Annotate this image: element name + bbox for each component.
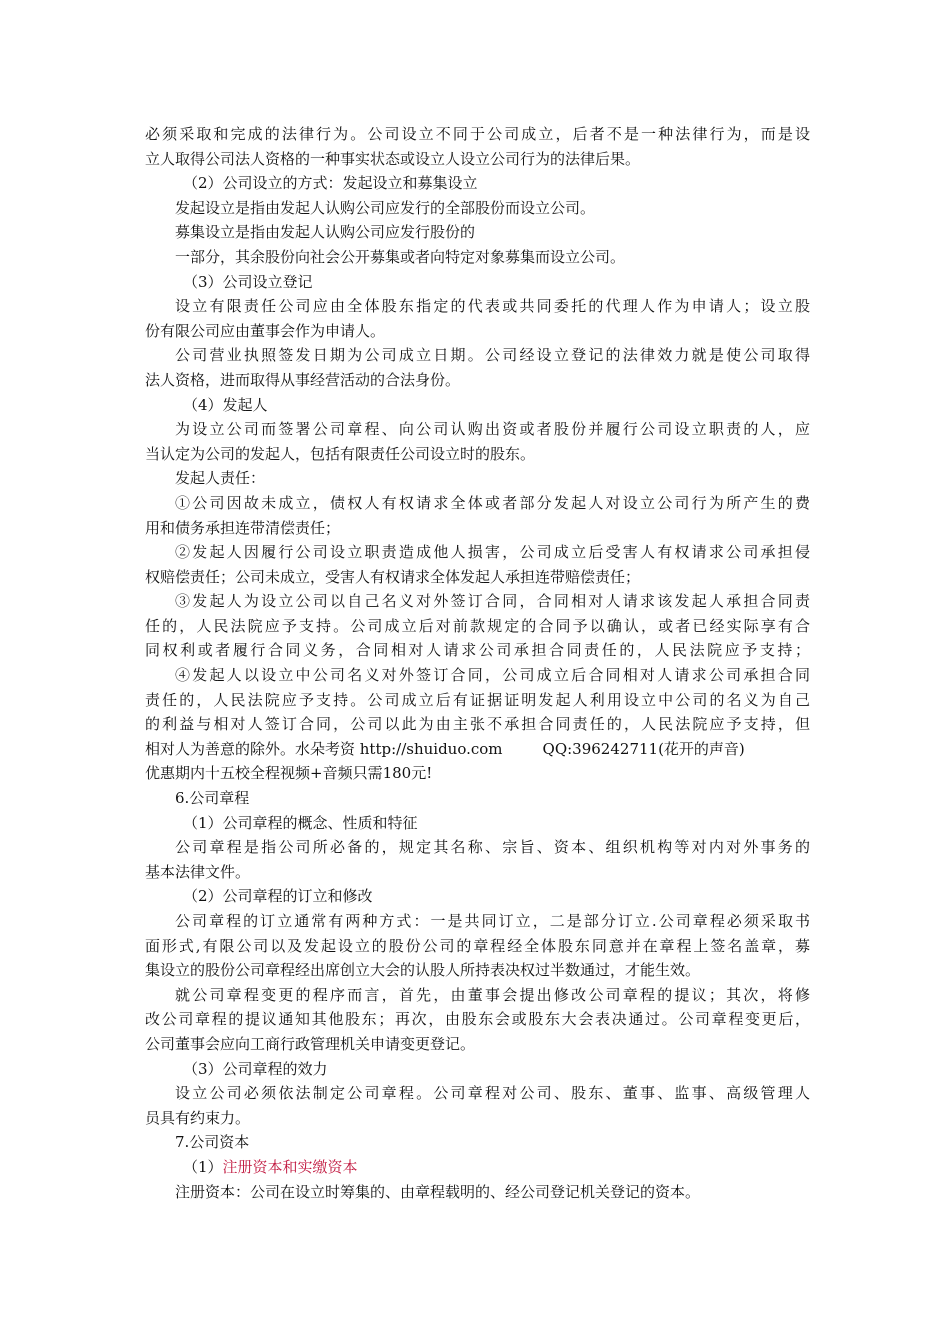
section-heading: 6.公司章程 [175,789,250,808]
subheading: （4）发起人 [183,395,268,414]
paragraph-line: 权赔偿责任；公司未成立，受害人有权请求全体发起人承担连带赔偿责任； [145,567,641,586]
paragraph-line: 为设立公司而签署公司章程、向公司认购出资或者股份并履行公司设立职责的人，应 [175,420,810,439]
subheading [145,1155,810,1180]
subheading: （2）公司章程的订立和修改 [183,887,373,906]
paragraph-line: 改公司章程的提议通知其他股东；再次，由股东会或股东大会表决通过。公司章程变更后， [145,1010,810,1029]
paragraph-line: 面形式,有限公司以及发起设立的股份公司的章程经全体股东同意并在章程上签名盖章，募 [145,936,810,955]
subheading: （2）公司设立的方式：发起设立和募集设立 [183,174,478,193]
section-heading: 7.公司资本 [175,1133,250,1152]
paragraph-line: 员具有约束力。 [145,1108,251,1127]
promo-line: 优惠期内十五校全程视频+音频只需180元! [145,764,433,783]
paragraph-line: 集设立的股份公司章程经出席创立大会的认股人所持表决权过半数通过，才能生效。 [145,961,701,980]
document-body [145,122,810,1204]
subheading: （3）公司设立登记 [183,272,313,291]
paragraph-line: 一部分，其余股份向社会公开募集或者向特定对象募集而设立公司。 [175,247,626,266]
highlighted-subheading: 注册资本和实缴资本 [222,1157,358,1176]
promo-site-text: 相对人为善意的除外。水朵考资 http://shuiduo.com [145,739,503,758]
promo-qq-text: QQ:396242711(花开的声音) [542,739,745,758]
subheading: （3）公司章程的效力 [183,1059,328,1078]
paragraph-line: 公司章程的订立通常有两种方式：一是共同订立，二是部分订立.公司章程必须采取书 [175,912,810,930]
subheading-number: （1） [183,1157,223,1176]
paragraph-line: 责任的，人民法院应予支持。公司成立后有证据证明发起人利用设立中公司的名义为自己 [145,690,810,709]
paragraph-line: 必须采取和完成的法律行为。公司设立不同于公司成立，后者不是一种法律行为，而是设 [145,125,810,143]
paragraph-line: 注册资本：公司在设立时筹集的、由章程载明的、经公司登记机关登记的资本。 [175,1182,701,1201]
paragraph-line: ④发起人以设立中公司名义对外签订合同，公司成立后合同相对人请求公司承担合同 [175,666,810,685]
paragraph-line: 份有限公司应由董事会作为申请人。 [145,321,386,340]
paragraph-line: ①公司因故未成立，债权人有权请求全体或者部分发起人对设立公司行为所产生的费 [175,493,810,512]
paragraph-line: 公司营业执照签发日期为公司成立日期。公司经设立登记的法律效力就是使公司取得 [175,346,810,365]
paragraph-line: 公司董事会应向工商行政管理机关申请变更登记。 [145,1034,476,1053]
paragraph-line: 就公司章程变更的程序而言，首先，由董事会提出修改公司章程的提议；其次，将修 [175,985,810,1004]
paragraph-line: ②发起人因履行公司设立职责造成他人损害，公司成立后受害人有权请求公司承担侵 [175,543,810,562]
paragraph-line [145,737,810,762]
paragraph-line: 发起设立是指由发起人认购公司应发行的全部股份而设立公司。 [175,198,596,217]
paragraph-line: 用和债务承担连带清偿责任； [145,518,341,537]
paragraph-line: 的利益与相对人签订合同，公司以此为由主张不承担合同责任的，人民法院应予支持，但 [145,715,810,734]
paragraph-line: 立人取得公司法人资格的一种事实状态或设立人设立公司行为的法律后果。 [145,149,641,168]
paragraph-line: ③发起人为设立公司以自己名义对外签订合同，合同相对人请求该发起人承担合同责 [175,592,810,611]
paragraph-line: 募集设立是指由发起人认购公司应发行股份的 [175,223,476,242]
paragraph-line: 任的，人民法院应予支持。公司成立后对前款规定的合同予以确认，或者已经实际享有合 [145,616,810,635]
paragraph-line: 设立公司必须依法制定公司章程。公司章程对公司、股东、董事、监事、高级管理人 [175,1084,810,1103]
paragraph-line: 发起人责任： [175,469,266,488]
subheading: （1）公司章程的概念、性质和特征 [183,813,418,832]
paragraph-line: 当认定为公司的发起人，包括有限责任公司设立时的股东。 [145,444,536,463]
paragraph-line: 公司章程是指公司所必备的，规定其名称、宗旨、资本、组织机构等对内对外事务的 [175,838,810,857]
paragraph-line: 法人资格，进而取得从事经营活动的合法身份。 [145,370,461,389]
paragraph-line: 基本法律文件。 [145,862,251,881]
paragraph-line: 同权利或者履行合同义务，合同相对人请求公司承担合同责任的，人民法院应予支持； [145,641,810,660]
paragraph-line: 设立有限责任公司应由全体股东指定的代表或共同委托的代理人作为申请人；设立股 [175,297,810,316]
